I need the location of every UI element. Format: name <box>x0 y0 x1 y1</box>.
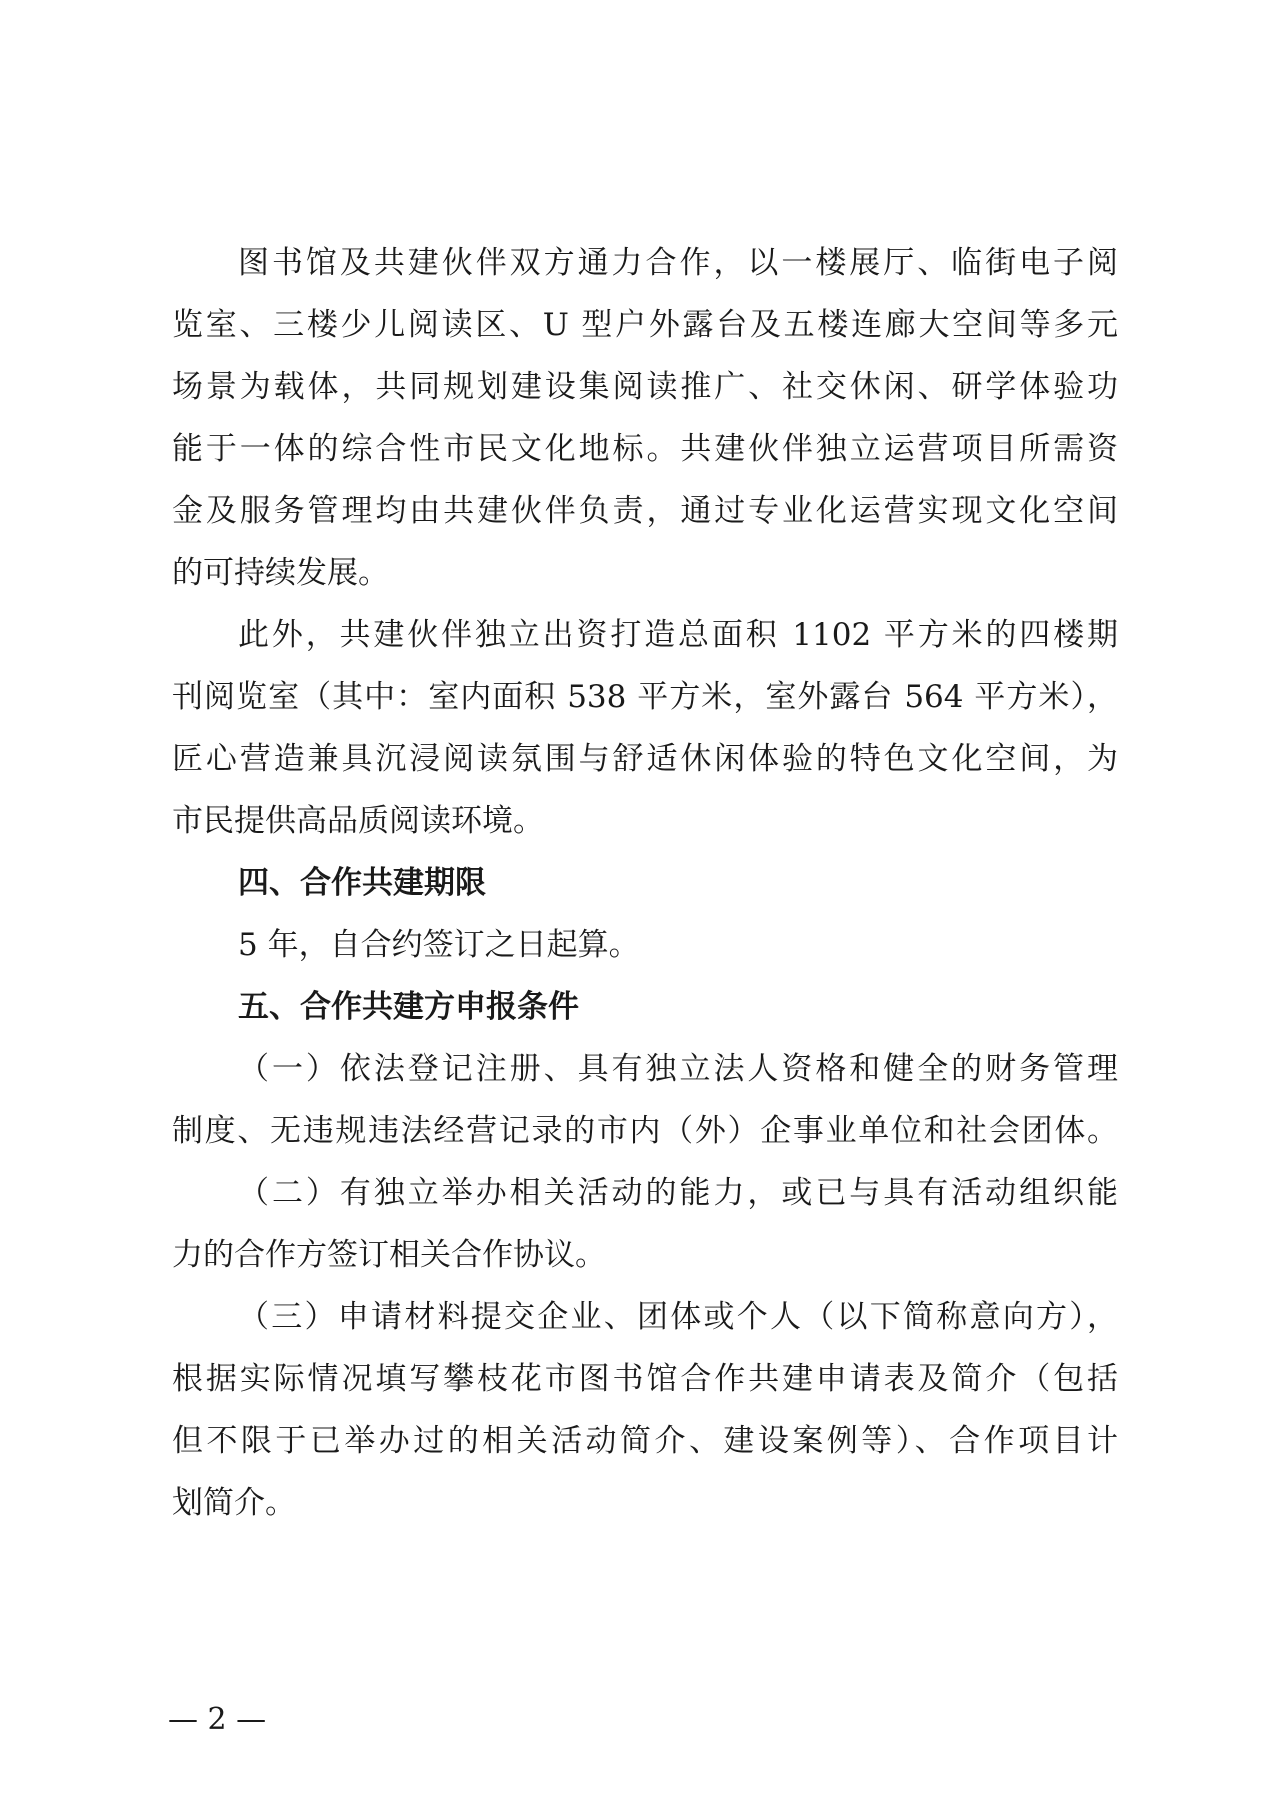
page-number: — 2 — <box>168 1702 267 1737</box>
section-5-item-3-line-3: 但不限于已举办过的相关活动简介、建设案例等）、合作项目计 <box>172 1423 1118 1459</box>
paragraph-1-line-5: 金及服务管理均由共建伙伴负责，通过专业化运营实现文化空间 <box>172 493 1118 529</box>
paragraph-2-line-2: 刊阅览室（其中：室内面积 538 平方米，室外露台 564 平方米）， <box>172 679 1118 715</box>
paragraph-1-line-1: 图书馆及共建伙伴双方通力合作，以一楼展厅、临街电子阅 <box>238 245 1118 281</box>
section-5-item-3-line-2: 根据实际情况填写攀枝花市图书馆合作共建申请表及简介（包括 <box>172 1361 1118 1397</box>
paragraph-2-line-1: 此外，共建伙伴独立出资打造总面积 1102 平方米的四楼期 <box>238 617 1118 653</box>
paragraph-1-line-3: 场景为载体，共同规划建设集阅读推广、社交休闲、研学体验功 <box>172 369 1118 405</box>
section-4-text: 5 年，自合约签订之日起算。 <box>238 927 640 963</box>
section-5-item-1-line-2: 制度、无违规违法经营记录的市内（外）企事业单位和社会团体。 <box>172 1113 1118 1149</box>
section-5-item-3-line-1: （三）申请材料提交企业、团体或个人（以下简称意向方）， <box>238 1299 1118 1335</box>
section-4-heading: 四、合作共建期限 <box>238 865 486 901</box>
section-5-item-1-line-1: （一）依法登记注册、具有独立法人资格和健全的财务管理 <box>238 1051 1118 1087</box>
section-5-item-2-line-1: （二）有独立举办相关活动的能力，或已与具有活动组织能 <box>238 1175 1118 1211</box>
paragraph-2-line-4: 市民提供高品质阅读环境。 <box>172 803 544 839</box>
document-body <box>172 232 1118 1534</box>
section-5-item-2-line-2: 力的合作方签订相关合作协议。 <box>172 1237 606 1273</box>
paragraph-1-line-4: 能于一体的综合性市民文化地标。共建伙伴独立运营项目所需资 <box>172 431 1118 467</box>
paragraph-2-line-3: 匠心营造兼具沉浸阅读氛围与舒适休闲体验的特色文化空间，为 <box>172 741 1118 777</box>
section-5-item-3-line-4: 划简介。 <box>172 1485 296 1521</box>
section-5-heading: 五、合作共建方申报条件 <box>238 989 579 1025</box>
paragraph-1-line-2: 览室、三楼少儿阅读区、U 型户外露台及五楼连廊大空间等多元 <box>172 307 1118 343</box>
paragraph-1-line-6: 的可持续发展。 <box>172 555 389 591</box>
